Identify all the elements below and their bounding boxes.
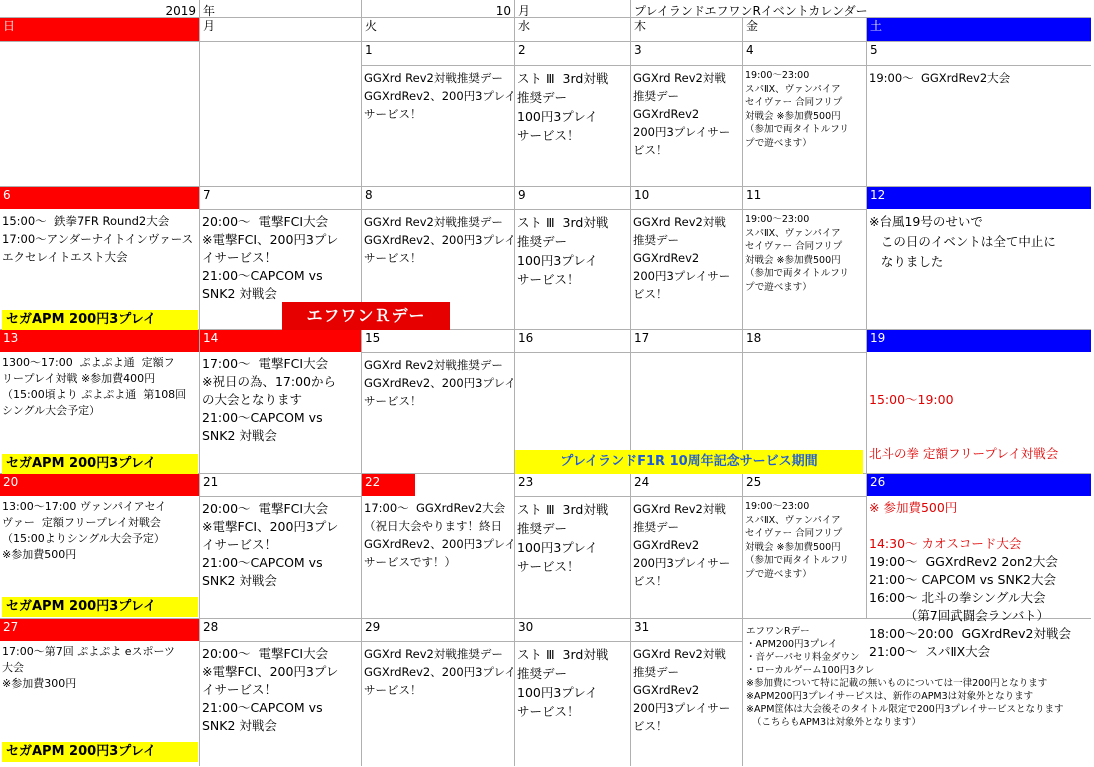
event-text: スト Ⅲ 3rd対戦 推奨デー 100円3プレイ サービス！ <box>517 502 609 574</box>
event-text: スト Ⅲ 3rd対戦 推奨デー 100円3プレイ サービス！ <box>517 71 609 143</box>
week-row <box>0 187 1091 330</box>
day-cell <box>200 619 362 766</box>
event-highlight: 北斗の拳 定額フリープレイ対戦会 <box>869 446 1059 461</box>
day-cell <box>515 42 631 187</box>
day-cell <box>631 619 743 766</box>
event-text: 19:00～23:00 スパⅡX、ヴァンパイア セイヴァー 合同フリプ 対戦会 ※参加費500円 （参加で両タイトルフリ プで遊べます） <box>745 501 849 580</box>
date-number: 8 <box>362 187 514 210</box>
day-cell <box>515 474 631 619</box>
event-text: 17:00～ 電撃FCI大会 ※祝日の為、17:00から の大会となります 21:00～CAPCOM vs SNK2 対戦会 <box>202 356 336 443</box>
event-text: ※台風19号のせいで この日のイベントは全て中止に なりました <box>869 214 1056 269</box>
date-number: 29 <box>362 619 514 642</box>
weekday-row <box>0 18 1091 42</box>
day-cell <box>631 42 743 187</box>
day-cell <box>0 330 200 474</box>
event-text: 19:00～23:00 スパⅡX、ヴァンパイア セイヴァー 合同フリプ 対戦会 ※参加費500円 （参加で両タイトルフリ プで遊べます） <box>745 70 849 149</box>
day-cell <box>362 474 515 619</box>
event-text: GGXrd Rev2対戦 推奨デー GGXrdRev2 200円3プレイサー ビス！ <box>633 215 731 301</box>
weekday-sun: 日 <box>0 18 200 42</box>
day-cell <box>867 42 1091 187</box>
date-number: 17 <box>631 330 742 353</box>
date-number: 26 <box>867 474 1091 496</box>
day-cell <box>867 187 1091 330</box>
date-number: 3 <box>631 42 742 66</box>
month-value: 10 <box>495 4 511 18</box>
date-number: 15 <box>362 330 514 353</box>
event-text: 19:00～ GGXrdRev2大会 <box>869 71 1011 85</box>
day-cell <box>631 474 743 619</box>
event-text: GGXrd Rev2対戦推奨デー GGXrdRev2、200円3プレイ サービス！ <box>364 215 516 265</box>
event-text: 19:00～ GGXrdRev2 2on2大会 21:00～ CAPCOM vs SNK2大会 <box>869 554 1058 587</box>
event-highlight: 14:30～ カオスコード大会 <box>869 536 1022 551</box>
anniversary-banner: プレイランドF1R 10周年記念サービス期間 <box>515 450 863 474</box>
date-number: 23 <box>515 474 630 497</box>
date-number: 12 <box>867 187 1091 209</box>
day-cell <box>515 187 631 330</box>
month-cell <box>362 0 515 18</box>
date-number: 31 <box>631 619 742 642</box>
sega-apm-banner: セガAPM 200円3プレイ <box>2 742 198 762</box>
date-number: 27 <box>0 619 199 641</box>
date-number: 30 <box>515 619 630 642</box>
day-cell <box>362 42 515 187</box>
calendar-title: プレイランドエフワンRイベントカレンダー <box>634 4 868 18</box>
day-cell <box>362 619 515 766</box>
weekday-thu: 木 <box>631 18 743 42</box>
day-cell <box>631 187 743 330</box>
date-number: 10 <box>631 187 742 210</box>
event-text: 17:00～第7回 ぷよぷよ eスポーツ 大会 ※参加費300円 <box>2 645 176 690</box>
event-text: 20:00～ 電撃FCI大会 ※電撃FCI、200円3プレ イサービス！ 21:00～CAPCOM vs SNK2 対戦会 <box>202 214 339 301</box>
notes-text: エフワンRデー ・APM200円3プレイ ・音ゲーパセリ料金ダウン ・ローカルゲーム100円3クレ ※参加費について特に記載の無いものについては一律200円となります ※APM200円3プレイサービスは、新作のAPM3は対象外となります ※APM筐体は大会後そのタイトル限定で200円3プレイサービスとなります （こちらもAPM3は対象外となります） <box>746 626 1064 728</box>
date-number: 21 <box>200 474 361 497</box>
weekday-mon: 月 <box>200 18 362 42</box>
event-text: GGXrd Rev2対戦 推奨デー GGXrdRev2 200円3プレイサー ビス！ <box>633 502 731 588</box>
event-text: GGXrd Rev2対戦推奨デー GGXrdRev2、200円3プレイ サービス！ <box>364 358 516 408</box>
event-text: 20:00～ 電撃FCI大会 ※電撃FCI、200円3プレ イサービス！ 21:00～CAPCOM vs SNK2 対戦会 <box>202 646 339 733</box>
sega-apm-banner: セガAPM 200円3プレイ <box>2 597 198 617</box>
day-cell <box>200 474 362 619</box>
date-number: 9 <box>515 187 630 210</box>
event-highlight: ※ 参加費500円 <box>869 500 958 515</box>
event-text: GGXrd Rev2対戦 推奨デー GGXrdRev2 200円3プレイサー ビス！ <box>633 647 731 733</box>
sega-apm-banner: セガAPM 200円3プレイ <box>2 454 198 474</box>
day-cell <box>200 330 362 474</box>
weekday-tue: 火 <box>362 18 515 42</box>
weekday-fri: 金 <box>743 18 867 42</box>
date-number: 14 <box>200 330 361 352</box>
date-number: 28 <box>200 619 361 642</box>
weekday-wed: 水 <box>515 18 631 42</box>
date-number: 16 <box>515 330 630 353</box>
day-cell <box>0 187 200 330</box>
date-number: 6 <box>0 187 199 209</box>
event-text: スト Ⅲ 3rd対戦 推奨デー 100円3プレイ サービス！ <box>517 647 609 719</box>
f1r-day-banner: エフワンＲデー <box>282 302 450 330</box>
date-number: 2 <box>515 42 630 66</box>
date-number: 25 <box>743 474 866 497</box>
date-number: 1 <box>362 42 514 66</box>
date-number: 22 <box>362 474 514 496</box>
date-number: 4 <box>743 42 866 66</box>
date-number <box>0 42 199 65</box>
day-cell <box>743 42 867 187</box>
week-row <box>0 42 1091 187</box>
month-unit: 月 <box>518 4 531 18</box>
event-text: 17:00～ GGXrdRev2大会 （祝日大会やります！終日 GGXrdRev2、200円3プレイ サービスです！） <box>364 501 516 569</box>
event-text: 19:00～23:00 スパⅡX、ヴァンパイア セイヴァー 合同フリプ 対戦会 ※参加費500円 （参加で両タイトルフリ プで遊べます） <box>745 214 849 293</box>
event-text: 15:00～ 鉄拳7FR Round2大会 17:00～アンダーナイトインヴァース エクセレイトエスト大会 <box>2 214 194 264</box>
event-text: 1300～17:00 ぷよぷよ通 定額フ リープレイ対戦 ※参加費400円 （15:00頃より ぷよぷよ通 第108回 シングル大会予定） <box>2 356 187 417</box>
date-number: 19 <box>867 330 1091 352</box>
event-text: GGXrd Rev2対戦推奨デー GGXrdRev2、200円3プレイ サービス！ <box>364 647 516 697</box>
date-number: 5 <box>867 42 1091 66</box>
day-cell <box>743 474 867 619</box>
year-unit: 年 <box>203 4 216 18</box>
event-text: 16:00～ 北斗の拳シングル大会 （第7回武闘会ランバト） 18:00～20:00 GGXrdRev2対戦会 21:00～ スパⅡX大会 <box>869 590 1071 659</box>
event-text: 13:00～17:00 ヴァンパイアセイ ヴァー 定額フリープレイ対戦会 （15:00よりシングル大会予定） ※参加費500円 <box>2 500 167 561</box>
date-number: 7 <box>200 187 361 210</box>
day-cell <box>515 619 631 766</box>
date-number <box>200 42 361 65</box>
header-row <box>0 0 1091 18</box>
weekday-sat: 土 <box>867 18 1091 42</box>
event-text: GGXrd Rev2対戦 推奨デー GGXrdRev2 200円3プレイサー ビス！ <box>633 71 731 157</box>
date-number: 11 <box>743 187 866 210</box>
date-number: 13 <box>0 330 199 352</box>
day-cell <box>200 42 362 187</box>
date-number: 20 <box>0 474 199 496</box>
day-cell <box>0 42 200 187</box>
event-text: 20:00～ 電撃FCI大会 ※電撃FCI、200円3プレ イサービス！ 21:00～CAPCOM vs SNK2 対戦会 <box>202 501 339 588</box>
day-cell <box>362 330 515 474</box>
title-cell <box>631 0 1091 18</box>
year-cell <box>0 0 200 18</box>
date-number: 18 <box>743 330 866 353</box>
event-text: スト Ⅲ 3rd対戦 推奨デー 100円3プレイ サービス！ <box>517 215 609 287</box>
year-value: 2019 <box>165 4 196 18</box>
day-cell <box>743 187 867 330</box>
event-highlight: 15:00～19:00 <box>869 392 954 407</box>
day-cell <box>867 474 1091 659</box>
sega-apm-banner: セガAPM 200円3プレイ <box>2 310 198 330</box>
year-unit-cell <box>200 0 362 18</box>
date-number: 24 <box>631 474 742 497</box>
event-text: GGXrd Rev2対戦推奨デー GGXrdRev2、200円3プレイ サービス！ <box>364 71 516 121</box>
month-unit-cell <box>515 0 631 18</box>
